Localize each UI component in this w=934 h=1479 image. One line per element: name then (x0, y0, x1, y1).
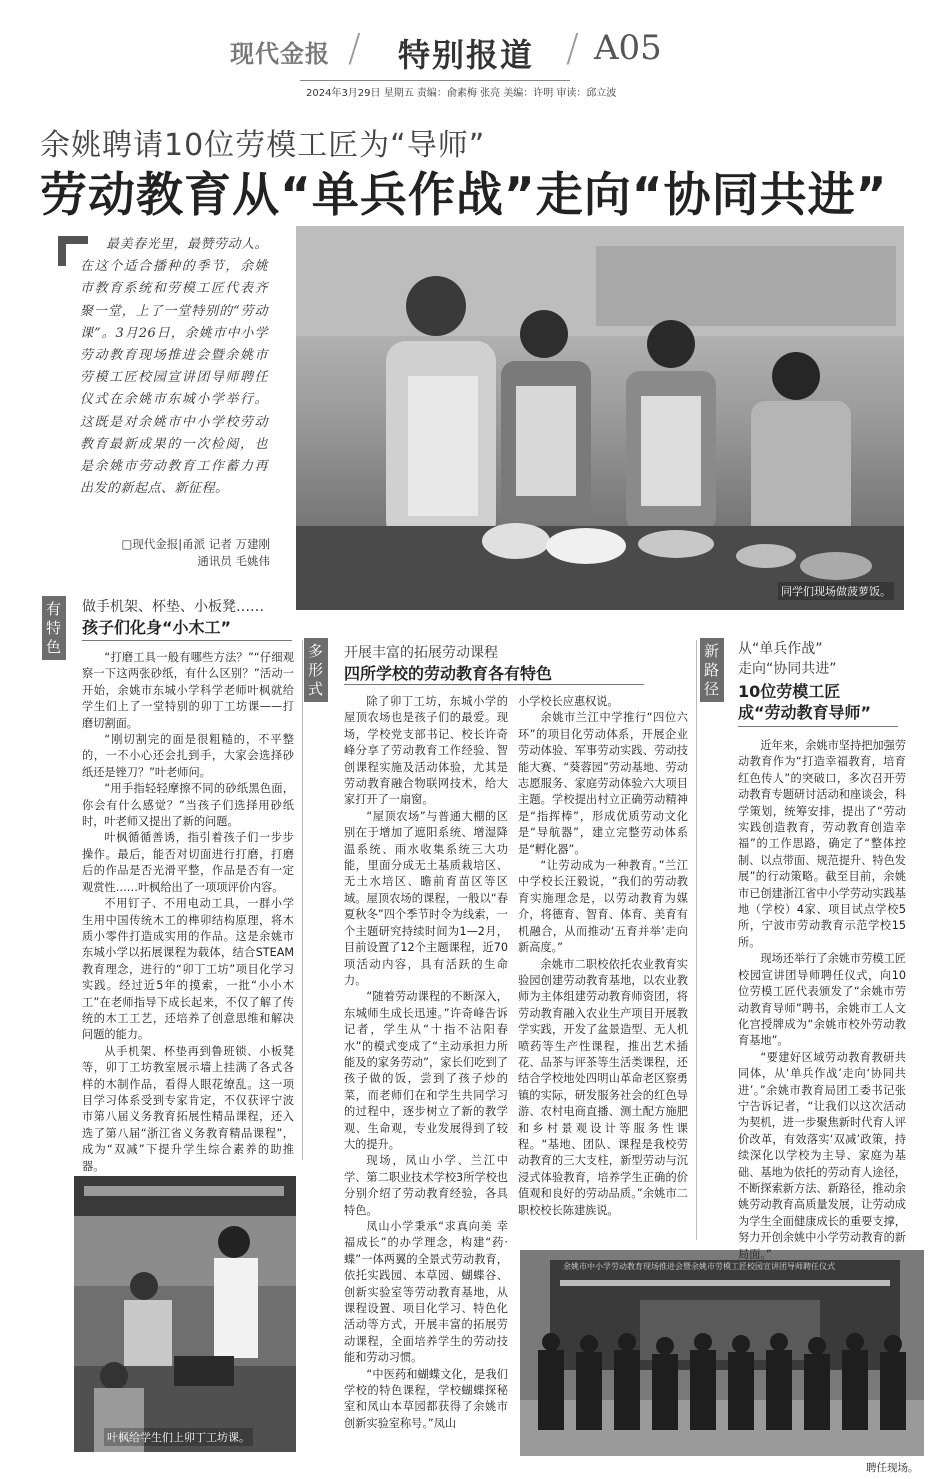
ceremony-banner-text: 余姚市中小学劳动教育现场推进会暨余姚市劳模工匠校园宣讲团导师聘任仪式 (563, 1262, 835, 1271)
byline-reporter: □现代金报|甬派 记者 万建刚 (121, 537, 270, 551)
section3-subtitle-2: 走向“协同共进” (738, 661, 837, 677)
page-number: A05 (594, 28, 662, 68)
article-paragraph: 近年来，余姚市坚持把加强劳动教育作为“打造幸福教育，培育红色传人”的突破口，多次召开劳动教育专题研讨活动和座谈会，科学策划，统筹安排，提出了“劳动实践创造教育，劳动教育创造幸福”的工作思路，确定了“整体控制、以点带面、规范提升、特色发展”的行动策略。截至目前，余姚市已创建浙江省中小学劳动实践基地（学校）4家、项目试点学校5所，宁波市劳动教育示范学校15所。 (738, 739, 906, 949)
newspaper-brand: 现代金报 (230, 40, 330, 68)
section3-subtitle-1: 从“单兵作战” (738, 641, 823, 657)
article-paragraph: 现场还举行了余姚市劳模工匠校园宣讲团导师聘任仪式，向10位劳模工匠代表颁发了“余姚市劳动教育导师”聘书，余姚市工人文化宫授牌成为“余姚市校外劳动教育基地”。 (738, 952, 906, 1048)
column-divider (696, 640, 697, 1240)
article-paragraph: 小学校长应惠权说。 (518, 695, 619, 708)
article-paragraph: 凤山小学秉承“求真向美 幸福成长”的办学理念，构建“药·蝶”一体两翼的全景式劳动教育，依托实践园、本草园、蝴蝶谷、创新实验室等劳动教育基地，从课程设置、项目化学习、特色化活动等方式，开展丰富的拓展劳动课程，全面培养学生的劳动技能和劳动习惯。 (344, 1220, 508, 1365)
section1-rule (82, 640, 292, 641)
tag-char (42, 600, 66, 657)
tag-character: 有 (45, 600, 62, 618)
section2-column-2 (518, 694, 688, 1219)
section2-subtitle: 开展丰富的拓展劳动课程 (344, 645, 498, 661)
tag-char (700, 642, 724, 699)
section1-column (82, 650, 294, 1175)
article-paragraph: “屋顶农场”与普通大棚的区别在于增加了遮阳系统、增湿降温系统、雨水收集系统三大功能，里面分成无土基质栽培区、无土水培区、瞻前育苗区等区域。屋顶农场的课程，一般以“春夏秋冬”四个季节时令为线索，一个主题研究持续时间为1—2月，目前设置了12个主题课程，近70项活动内容，具有活跃的生命力。 (344, 809, 508, 987)
woodwork-photo-caption: 叶枫给学生们上卯丁工坊课。 (104, 1428, 253, 1446)
section3-title-1: 10位劳模工匠 (738, 682, 841, 701)
tag-character: 径 (703, 680, 720, 698)
article-paragraph: 不用钉子、不用电动工具，一群小学生用中国传统木工的榫卯结构原理，将木质小零件打造成实用的作品。这是余姚市东城小学以拓展课程为载体，结合STEAM教育理念，进行的“卯丁工坊”项目化学习实践。经过近5年的摸索，一批“小小木工”在老师指导下成长起来，不仅了解了传统的木工工艺，还培养了创意思维和解决问题的能力。 (82, 897, 294, 1042)
tag-xin-lu-jing (700, 638, 724, 702)
section1-subtitle: 做手机架、杯垫、小板凳…… (82, 599, 264, 615)
section3-column (738, 738, 906, 1263)
byline (100, 536, 270, 570)
headline-pre-title: 余姚聘请10位劳模工匠为“导师” (40, 128, 486, 163)
masthead-slash: / (348, 26, 361, 70)
article-paragraph: 叶枫循循善诱，指引着孩子们一步步操作。最后，能否对切面进行打磨，打磨后的作品是否光滑平整，作品是否有一定观赏性……叶枫给出了一项项评价内容。 (82, 831, 294, 894)
article-paragraph: 除了卯丁工坊，东城小学的屋顶农场也是孩子们的最爱。现场，学校党支部书记、校长许奇峰分享了劳动教育工作经验、智创课程实施及活动体验，尤其是劳动教育融合物联网技术，给大家打开了一扇窗。 (344, 695, 508, 807)
column-divider (302, 640, 303, 1160)
article-paragraph: 余姚市兰江中学推行“四位六环”的项目化劳动体系，开展企业劳动体验、军事劳动实践、劳动技能大赛、“葵蓉园”劳动基地、劳动志愿服务、家庭劳动体验六大项目主题。学校提出村立正确劳动精神是“指挥棒”，形成优质劳动文化是“导航器”，建立完整劳动体系是“孵化器”。 (518, 711, 688, 856)
article-paragraph: 现场，凤山小学、兰江中学、第二职业技术学校3所学校也分别介绍了劳动教育经验，各具特色。 (344, 1154, 508, 1217)
woodwork-scene-image (74, 1176, 296, 1452)
tag-character: 形 (307, 661, 324, 679)
section2-title: 四所学校的劳动教育各有特色 (344, 664, 553, 683)
article-paragraph: “刚切割完的面是很粗糙的，不平整的，一不小心还会扎到手，大家会选择砂纸还是锉刀？”叶老师问。 (82, 733, 294, 779)
masthead-rule (300, 80, 570, 81)
headline-main-title: 劳动教育从“单兵作战”走向“协同共进” (40, 168, 888, 223)
tag-character: 多 (307, 642, 324, 660)
tag-char (304, 642, 328, 699)
tag-character: 特 (45, 619, 62, 637)
article-paragraph: “随着劳动课程的不断深入，东城师生成长迅速。”许奇峰告诉记者，学生从“十指不沾阳春水”的模式变成了“主动承担力所能及的家务劳动”，家长们吃到了孩子做的饭，尝到了孩子炒的菜，而老师们在和学生共同学习的过程中，逐步树立了新的教学观、生命观，专业发展得到了较大的提升。 (344, 990, 508, 1151)
byline-correspondent: 通讯员 毛姚伟 (197, 554, 270, 568)
section3-title-2: 成“劳动教育导师” (738, 703, 872, 722)
ceremony-scene-image (520, 1250, 924, 1456)
tag-character: 路 (703, 661, 720, 679)
tag-duo-xing-shi (304, 638, 328, 702)
appointment-ceremony-photo (520, 1250, 924, 1456)
tag-character: 色 (45, 638, 62, 656)
article-paragraph: “用手指轻轻摩擦不同的砂纸黑色面，你会有什么感觉？”当孩子们选择用砂纸时，叶老师又提出了新的问题。 (82, 782, 294, 829)
section1-title: 孩子们化身“小木工” (82, 618, 232, 637)
section2-rule (344, 684, 644, 685)
masthead-slash: / (566, 26, 579, 70)
ceremony-photo-caption: 聘任现场。 (866, 1462, 919, 1474)
woodwork-class-photo (74, 1176, 296, 1452)
section2-column-1 (344, 694, 508, 1432)
article-paragraph: 从手机架、杯垫再到鲁班锁、小板凳等，卯丁工坊教室展示墙上挂满了各式各样的木制作品，看得人眼花缭乱。这一项目学习体系受到专家肯定，不仅获评宁波市第八届义务教育拓展性精品课程，还入选了第八届“浙江省义务教育精品课程”，成为“双减”下提升学生综合素养的助推器。 (82, 1044, 294, 1173)
tag-character: 式 (307, 680, 324, 698)
edition-info: 2024年3月29日 星期五 责编：俞素梅 张亮 美编：许明 审读：邱立波 (306, 88, 617, 99)
cooking-photo-caption: 同学们现场做菠萝饭。 (778, 582, 894, 600)
article-paragraph: 余姚市二职校依托农业教育实验园创建劳动教育基地，以农业教师为主体组建劳动教育师资团，将劳动教育融入农业生产项目开展教学实践，开发了盆景造型、无人机喷药等生产性课程，推出艺术插花、品茶与评茶等生活类课程，还结合学校地处四明山革命老区察勇镇的实际，研发服务社会的红色导游、农村电商直播、测土配方施肥和乡村景观设计等服务性课程。“基地、团队、课程是我校劳动教育的三大支柱，新型劳动与沉浸式体验教育，培养学生正确的价值观和良好的劳动品质。”余姚市二职校校长陈建族说。 (518, 957, 688, 1217)
cooking-photo (296, 226, 904, 610)
article-paragraph: “中医药和蝴蝶文化，是我们学校的特色课程，学校蝴蝶探秘室和凤山本草园都获得了余姚市创新实验室称号。”凤山 (344, 1367, 508, 1430)
cooking-scene-image (296, 226, 904, 610)
section3-rule (738, 726, 898, 727)
tag-character: 新 (703, 642, 720, 660)
lead-paragraph: 最美春光里，最赞劳动人。在这个适合播种的季节，余姚市教育系统和劳模工匠代表齐聚一堂，上了一堂特别的“劳动课”。3月26日，余姚市中小学劳动教育现场推进会暨余姚市劳模工匠校园宣讲团导师聘任仪式在余姚市东城小学举行。这既是对余姚市中小学校劳动教育最新成果的一次检阅，也是余姚市劳动教育工作蓄力再出发的新起点、新征程。 (80, 237, 269, 497)
article-paragraph: “要建好区域劳动教育教研共同体，从‘单兵作战’走向‘协同共进’。”余姚市教育局团工委书记张宁告诉记者，“让我们以这次活动为契机，进一步聚焦新时代育人评价改革，有效落实‘双减’政策，持续深化以学校为主导、家庭为基础、基地为依托的劳动育人途径，不断探索新方法、新路径，推动余姚劳动教育高质量发展，让劳动成为学生全面健康成长的重要支撑，努力开创余姚中小学劳动教育的新局面。” (738, 1050, 906, 1261)
article-paragraph: “打磨工具一般有哪些方法？”“仔细观察一下这两张砂纸，有什么区别？”活动一开始，余姚市东城小学科学老师叶枫就给学生们上了一堂特别的卯丁工坊课——打磨切割面。 (82, 651, 294, 730)
article-paragraph: “让劳动成为一种教育。”兰江中学校长汪毅说，“我们的劳动教育实施理念是，以劳动教育为媒介，将德育、智育、体育、美育有机融合，从而推动‘五育并举’走向新高度。” (518, 859, 688, 955)
section-name: 特别报道 (398, 36, 535, 74)
masthead (220, 26, 670, 76)
tag-you-te-se (42, 596, 66, 660)
